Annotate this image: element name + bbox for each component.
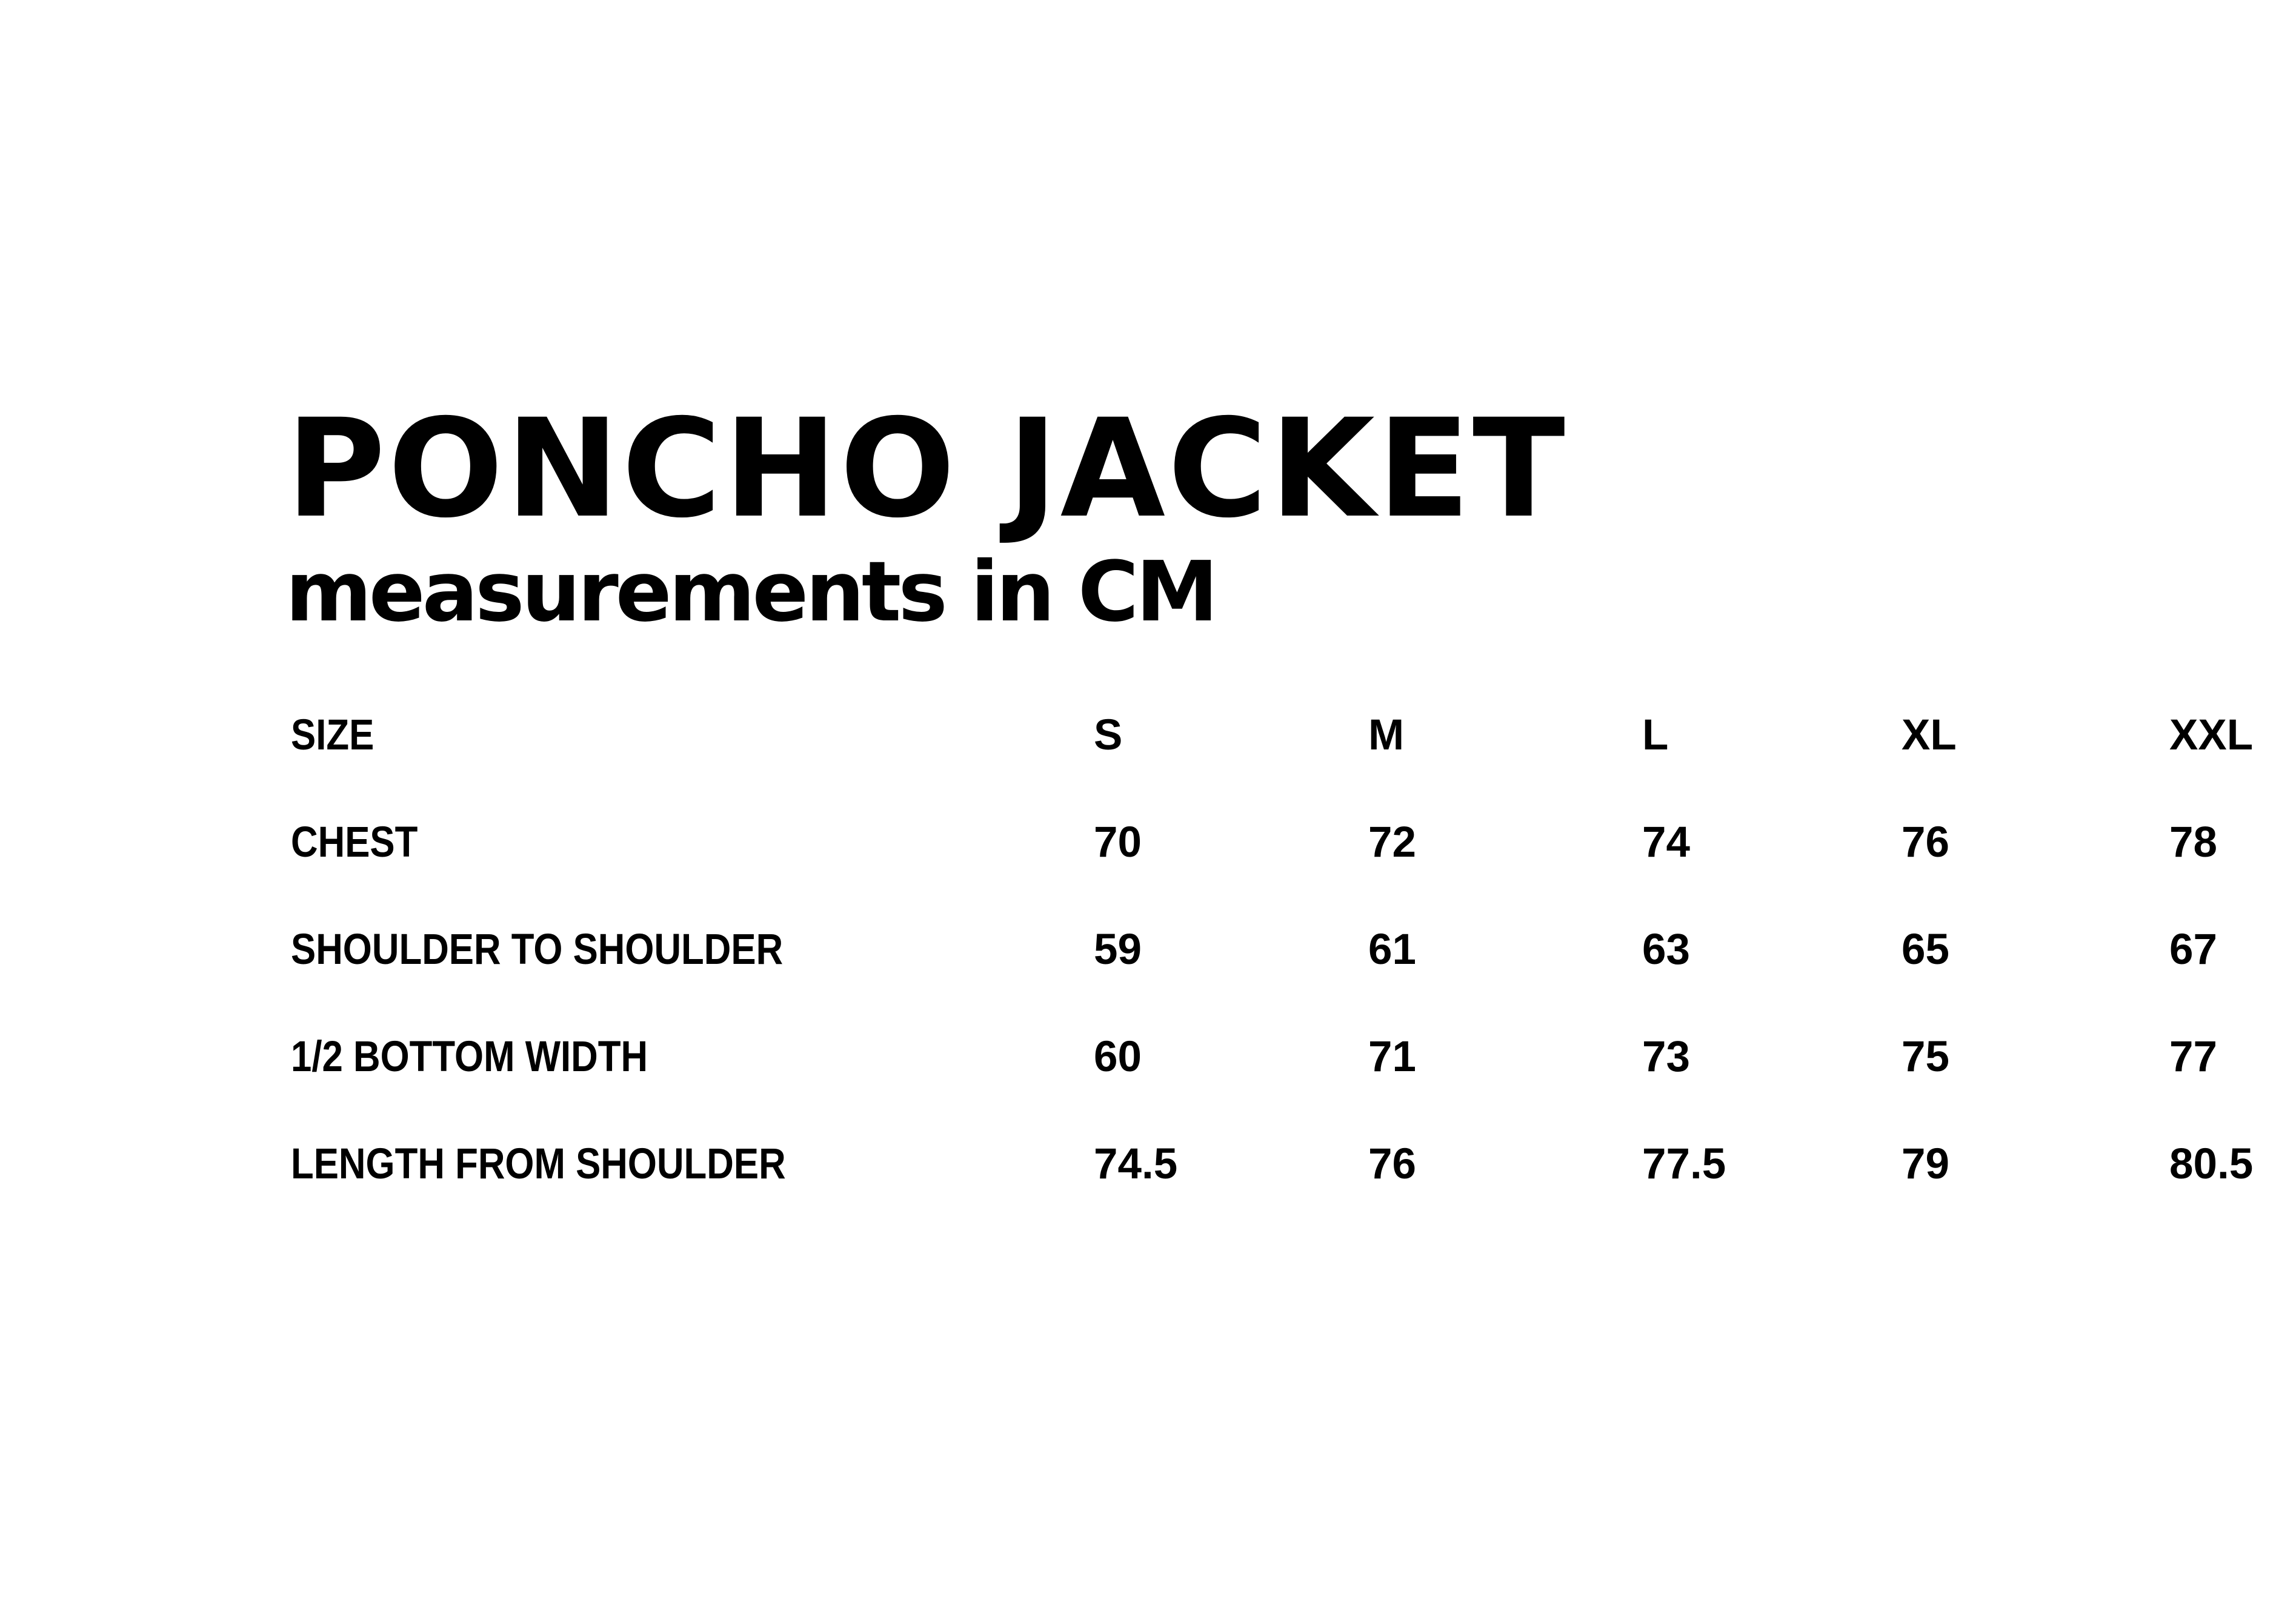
- column-header-l: L: [1642, 711, 1669, 759]
- shoulder-value-m: 61: [1368, 926, 1416, 974]
- column-header-xxl: XXL: [2169, 711, 2254, 759]
- shoulder-value-xl: 65: [1902, 926, 1949, 974]
- column-header-m: M: [1368, 711, 1405, 759]
- column-header-xl: XL: [1902, 711, 1957, 759]
- length-value-xl: 79: [1902, 1140, 1949, 1188]
- bottom-width-value-xxl: 77: [2169, 1033, 2217, 1081]
- table-row-chest: [291, 789, 2272, 896]
- bottom-width-value-s: 60: [1094, 1033, 1142, 1081]
- shoulder-value-l: 63: [1642, 926, 1690, 974]
- table-header-row: [291, 682, 2272, 789]
- length-value-xxl: 80.5: [2169, 1140, 2254, 1188]
- chest-value-xxl: 78: [2169, 818, 2217, 866]
- row-label-length-from-shoulder: [291, 1140, 1094, 1188]
- column-header-size-label: SIZE: [291, 711, 374, 759]
- table-row-half-bottom-width: [291, 1003, 2272, 1111]
- row-label-shoulder-to-shoulder-text: SHOULDER TO SHOULDER: [291, 926, 784, 974]
- product-title: PONCHO JACKET: [286, 390, 1568, 548]
- bottom-width-value-m: 71: [1368, 1033, 1416, 1081]
- shoulder-value-s: 59: [1094, 926, 1142, 974]
- measurements-unit-subtitle: measurements in CM: [285, 544, 1216, 640]
- column-header-s: S: [1094, 711, 1123, 759]
- table-row-shoulder-to-shoulder: [291, 896, 2272, 1003]
- row-label-chest-text: CHEST: [291, 818, 418, 866]
- chest-value-xl: 76: [1902, 818, 1949, 866]
- row-label-half-bottom-width: [291, 1033, 1094, 1081]
- row-label-length-from-shoulder-text: LENGTH FROM SHOULDER: [291, 1140, 786, 1188]
- chest-value-l: 74: [1642, 818, 1690, 866]
- length-value-s: 74.5: [1094, 1140, 1178, 1188]
- chest-value-s: 70: [1094, 818, 1142, 866]
- column-header-size: [291, 711, 1094, 759]
- table-row-length-from-shoulder: [291, 1111, 2272, 1218]
- chest-value-m: 72: [1368, 818, 1416, 866]
- size-table: [291, 682, 2272, 1218]
- length-value-l: 77.5: [1642, 1140, 1726, 1188]
- row-label-shoulder-to-shoulder: [291, 926, 1094, 974]
- length-value-m: 76: [1368, 1140, 1416, 1188]
- row-label-half-bottom-width-text: 1/2 BOTTOM WIDTH: [291, 1033, 648, 1081]
- row-label-chest: [291, 818, 1094, 866]
- bottom-width-value-xl: 75: [1902, 1033, 1949, 1081]
- bottom-width-value-l: 73: [1642, 1033, 1690, 1081]
- shoulder-value-xxl: 67: [2169, 926, 2217, 974]
